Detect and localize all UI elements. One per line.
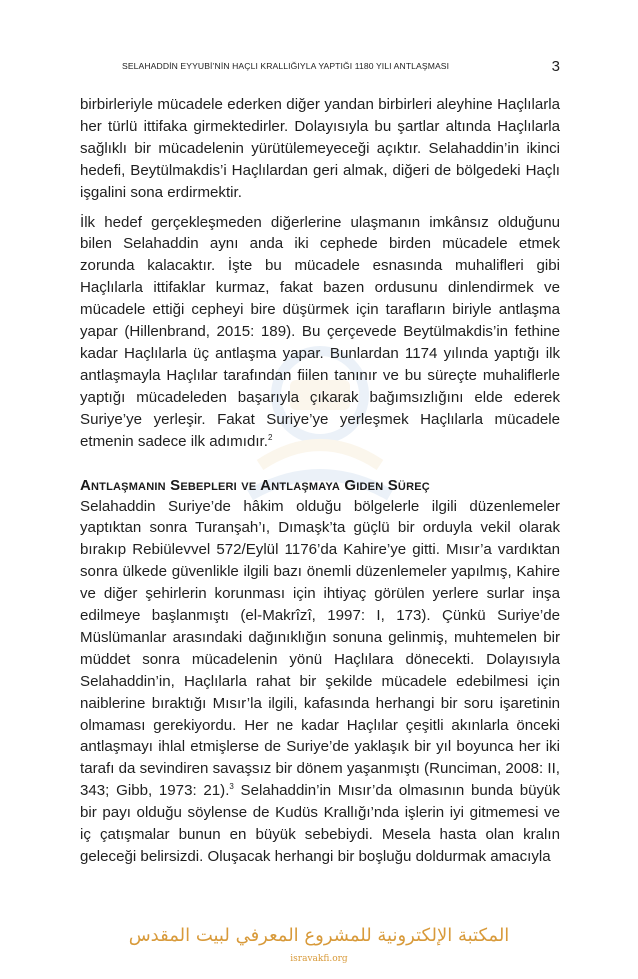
- footer-url-link[interactable]: isravakfi.org: [290, 954, 348, 964]
- paragraph-3-text-after-note: Selahaddin’in Mısır’da olmasının bunda büyük bir payı olduğu söylense de Kudüs Krallığı’nda işlerin iyi gitmemesi ve iç çatışmalar bunun en büyük sebebiydi. Mesela hasta olan kralın geleceği belirsizdi. Oluşacak herhangi bir boşluğu doldurmak amacıyla: [80, 782, 560, 865]
- paragraph-1: [80, 94, 560, 204]
- running-title: SELAHADDİN EYYUBİ’NİN HAÇLI KRALLIĞIYLA YAPTIĞI 1180 YILI ANTLAŞMASI: [122, 61, 450, 71]
- running-header: [80, 58, 560, 78]
- paragraph-3: [80, 496, 560, 868]
- section-heading: Antlaşmanın Sebepleri ve Antlaşmaya Giden Süreç: [80, 476, 430, 494]
- paragraph-1-text: birbirleriyle mücadele ederken diğer yandan birbirleri aleyhine Haçlılarla her türlü ittifaka girmektedirler. Dolayısıyla bu şartlar altında Haçlılarla sağlıklı bir mücadelenin yürütülemeyeceği açıktır. Selahaddin’in ikinci hedefi, Beytülmakdis’i Haçlılardan geri almak, diğeri de bölgedeki Haçlı işgalini sona erdirmektir.: [80, 96, 560, 201]
- footnote-marker-3[interactable]: 3: [229, 782, 234, 792]
- body-text: [80, 94, 560, 868]
- footer-library-title: المكتبة الإلكترونية للمشروع المعرفي لبيت المقدس: [128, 925, 510, 946]
- footnote-marker-2[interactable]: 2: [267, 432, 273, 442]
- paragraph-2: [80, 212, 560, 453]
- page-number: 3: [551, 58, 560, 75]
- paragraph-3-text-before-note: Selahaddin Suriye’de hâkim olduğu bölgelerle ilgili düzenlemeler yaptıktan sonra Turanşah’ı, Dımaşk’ta güçlü bir orduyla vekil olarak bırakıp Rebiülevvel 572/Eylül 1176’da Kahire’ye gitti. Mısır’a vardıktan sonra ülkede güvenlikle ilgili bazı önemli düzenlemeler yapılmış, Kahire ve diğer şehirlerin korunması için ihtiyaç görülen yerlere surlar inşa edilmeye başlanmıştı (el-Makrîzî, 1997: I, 173). Çünkü Suriye’de Müslümanlar arasındaki dağınıklığın sonuna gelinmiş, muhtemelen bir müddet sonra mücadelenin yönü Haçlılara dönecekti. Dolayısıyla Selahaddin’in, Haçlılarla rahat bir şekilde mücadele edebilmesi için naiblerine bıraktığı Mısır’la ilgili, kafasında herhangi bir soru işaretinin olmaması gerekiyordu. Her ne kadar Haçlılar çeşitli akınlarla önceki antlaşmayı ihlal etmişlerse de Suriye’de yaklaşık bir yıl boyunca her iki tarafı da sevindiren savaşsız bir dönem yaşanmıştı (Runciman, 2008: II, 343; Gibb, 1973: 21).: [80, 497, 560, 800]
- paragraph-2-text: İlk hedef gerçekleşmeden diğerlerine ulaşmanın imkânsız olduğunu bilen Selahaddin aynı anda iki cephede birden mücadele etmek zorunda kalacaktır. İşte bu mücadele esnasında muhalifleri gibi Haçlılarla ittifaklar kurmaz, fakat bazen ordusunu dinlendirmek ve mücadele ettiği cepheyi bire düşürmek için tarafların biriyle antlaşma yapar (Hillenbrand, 2015: 189). Bu çerçevede Beytülmakdis’in fethine kadar Haçlılarla üç antlaşma yapar. Bunlardan 1174 yılında yaptığı ilk antlaşmayla Haçlılar tarafından fiilen tanınır ve bu süreçte muhaliflerle yaptığı mücadeleden başarıyla çıkarak bağımsızlığını elde ederek Suriye’ye yerleşir. Fakat Suriye’ye yerleşmek Haçlılarla mücadele etmenin sadece ilk adımıdır.: [80, 213, 560, 450]
